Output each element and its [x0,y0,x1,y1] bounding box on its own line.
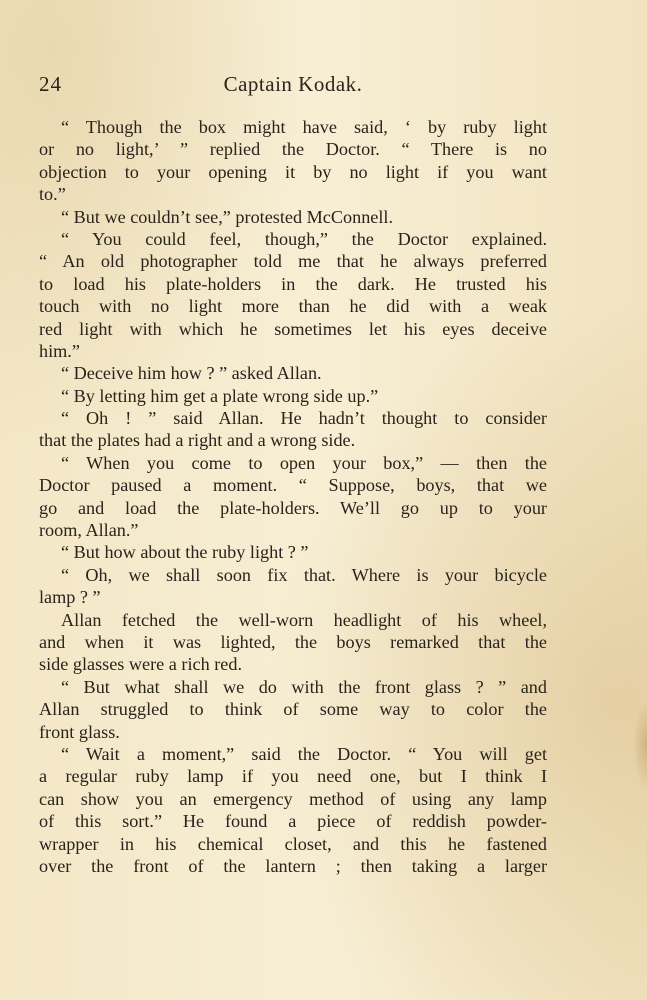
text-line: to load his plate-holders in the dark. He trusted his [39,273,547,294]
text-line: red light with which he sometimes let his eyes deceive [39,318,547,339]
text-line: “ Though the box might have said, ‘ by ruby light [61,117,547,137]
text-line: to.” [39,184,66,205]
text-line: him.” [39,340,80,361]
text-line: “ By letting him get a plate wrong side up.” [61,385,379,406]
text-line: “ Oh, we shall soon fix that. Where is your bicycle [61,564,547,585]
text-line: objection to your opening it by no light if you want [39,161,547,182]
text-line: “ Oh ! ” said Allan. He hadn’t thought to consider [61,408,547,429]
text-line: a regular ruby lamp if you need one, but I think I [39,766,547,787]
text-line: or no light,’ ” replied the Doctor. “ There is no [39,139,547,160]
text-line: “ But we couldn’t see,” protested McConnell. [61,206,394,227]
text-line: “ Deceive him how ? ” asked Allan. [61,363,322,384]
page-header [39,72,547,102]
text-line: room, Allan.” [39,520,139,541]
page-number: 24 [39,72,62,96]
text-line: “ But what shall we do with the front glass ? ” and [61,676,547,697]
text-line: wrapper in his chemical closet, and this he fastened [39,833,547,854]
text-line: over the front of the lantern ; then taking a larger [39,855,547,876]
running-head: Captain Kodak. [223,72,363,96]
text-line: go and load the plate-holders. We’ll go up to your [39,497,547,518]
text-line: “ An old photographer told me that he always preferred [39,251,547,272]
text-line: of this sort.” He found a piece of reddish powder- [39,811,547,832]
text-line: Allan struggled to think of some way to color the [39,699,547,720]
text-line: touch with no light more than he did with a weak [39,296,547,317]
text-line: “ Wait a moment,” said the Doctor. “ You will get [61,743,547,764]
text-line: Doctor paused a moment. “ Suppose, boys, that we [39,475,547,496]
text-line: “ You could feel, though,” the Doctor explained. [61,228,547,249]
text-line: and when it was lighted, the boys remarked that the [39,631,547,652]
text-line: front glass. [39,721,120,742]
text-line: that the plates had a right and a wrong side. [39,430,356,451]
text-line: “ When you come to open your box,” — then the [61,452,547,473]
text-line: “ But how about the ruby light ? ” [61,542,309,563]
paper-stain [633,700,647,790]
text-line: Allan fetched the well-worn headlight of his wheel, [61,609,547,630]
text-line: lamp ? ” [39,587,101,608]
body-text [39,116,547,877]
text-line: side glasses were a rich red. [39,654,243,675]
text-line: can show you an emergency method of using any lamp [39,788,547,809]
